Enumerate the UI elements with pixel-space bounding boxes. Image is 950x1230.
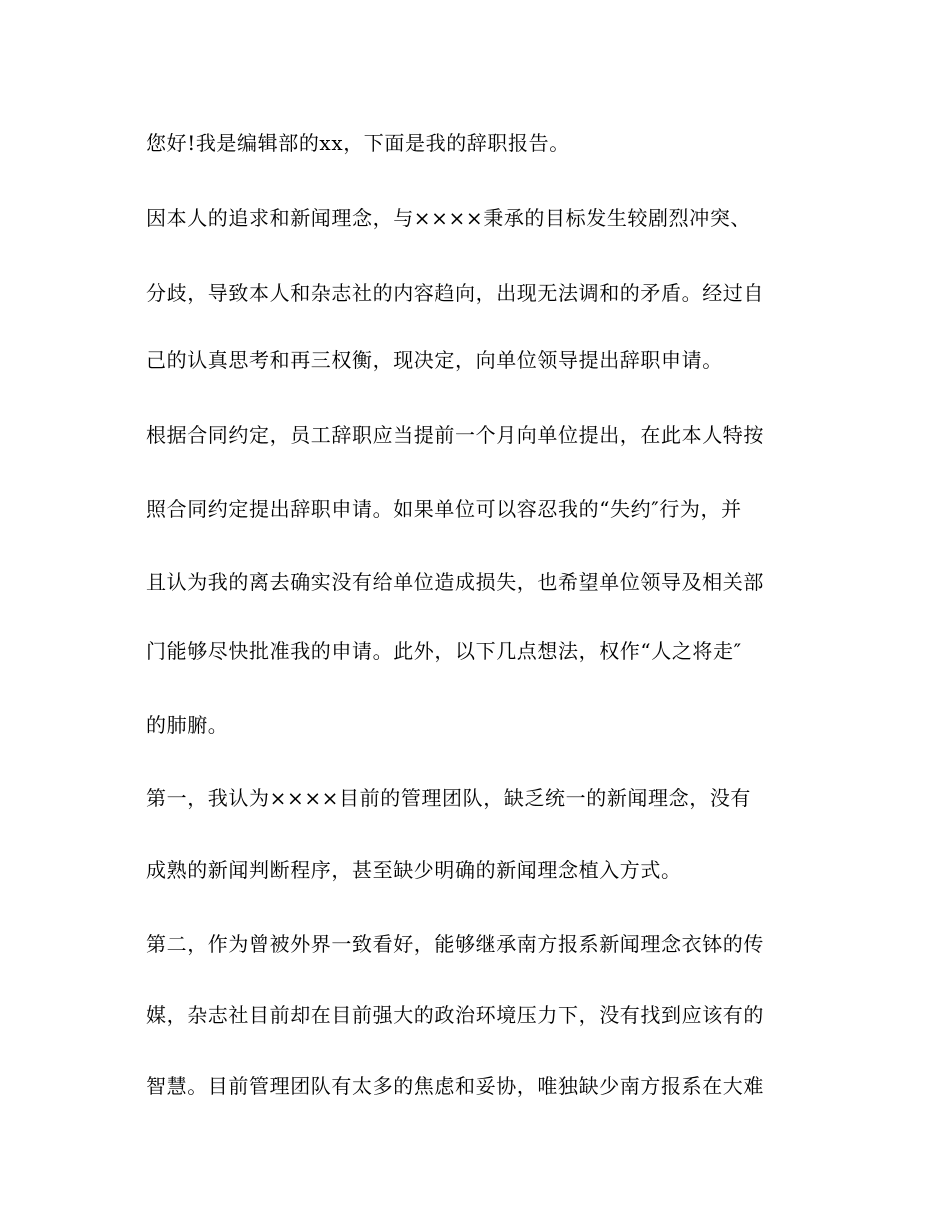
text-line-3: 分歧，导致本人和杂志社的内容趋向，出现无法调和的矛盾。经过自 [146, 281, 764, 305]
text-line-4: 己的认真思考和再三权衡，现决定，向单位领导提出辞职申请。 [146, 348, 723, 372]
text-line-9: 的肺腑。 [146, 713, 229, 737]
text-line-13: 媒，杂志社目前却在目前强大的政治环境压力下，没有找到应该有的 [146, 1003, 764, 1027]
text-line-1: 您好!我是编辑部的xx，下面是我的辞职报告。 [146, 131, 570, 155]
text-line-6: 照合同约定提出辞职申请。如果单位可以容忍我的“失约″行为，并 [146, 497, 742, 521]
text-line-7: 且认为我的离去确实没有给单位造成损失，也希望单位领导及相关部 [146, 570, 764, 594]
text-line-10: 第一，我认为××××目前的管理团队，缺乏统一的新闻理念，没有 [146, 786, 752, 810]
text-line-12: 第二，作为曾被外界一致看好，能够继承南方报系新闻理念衣钵的传 [146, 932, 764, 956]
text-line-5: 根据合同约定，员工辞职应当提前一个月向单位提出，在此本人特按 [146, 423, 764, 447]
text-line-8: 门能够尽快批准我的申请。此外，以下几点想法，权作“人之将走″ [146, 639, 742, 663]
text-line-14: 智慧。目前管理团队有太多的焦虑和妥协，唯独缺少南方报系在大难 [146, 1074, 764, 1098]
text-line-2: 因本人的追求和新闻理念，与××××秉承的目标发生较剧烈冲突、 [146, 206, 752, 230]
text-line-11: 成熟的新闻判断程序，甚至缺少明确的新闻理念植入方式。 [146, 858, 682, 882]
